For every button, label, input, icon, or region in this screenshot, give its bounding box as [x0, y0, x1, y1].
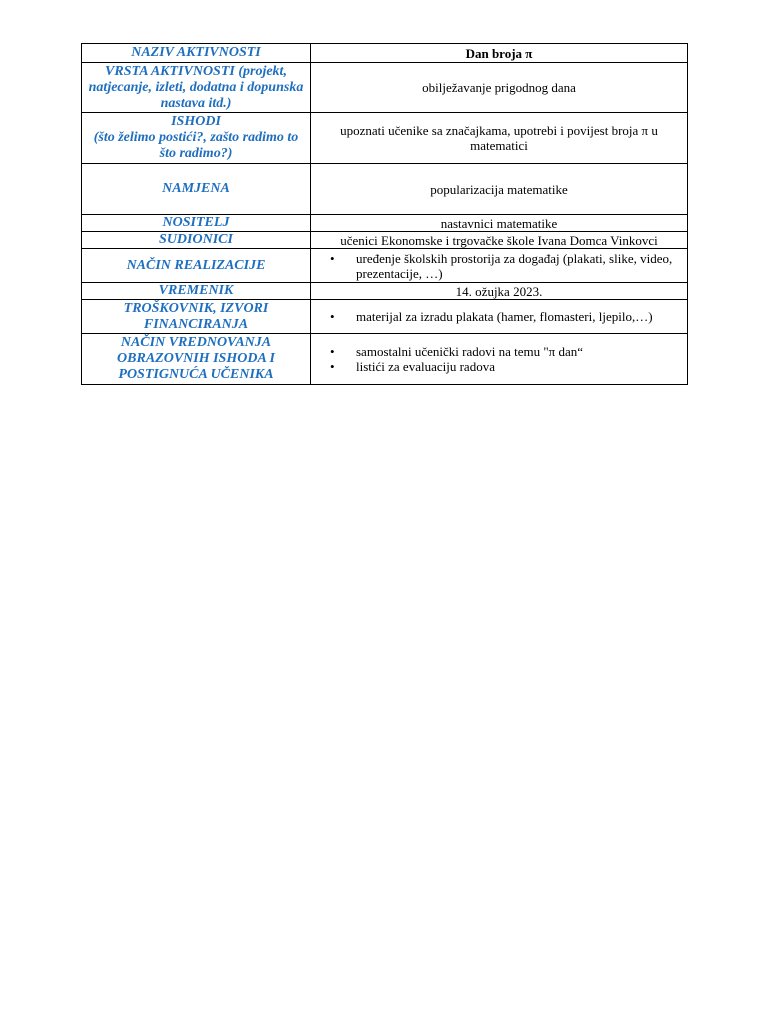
- row-label-nositelj: NOSITELJ: [82, 215, 311, 232]
- table-row: [82, 232, 688, 249]
- row-label-naziv: NAZIV AKTIVNOSTI: [82, 44, 311, 63]
- row-label-vremenik: VREMENIK: [82, 283, 311, 300]
- row-value-sudionici: učenici Ekonomske i trgovačke škole Ivana Domca Vinkovci: [311, 232, 688, 249]
- bullet-list: [314, 309, 684, 324]
- list-item: • samostalni učenički radovi na temu "π dan“: [356, 344, 684, 359]
- row-label-nacin-realizacije: NAČIN REALIZACIJE: [82, 249, 311, 283]
- row-label-ishodi-title: ISHODI: [171, 114, 221, 129]
- row-value-vrsta: obilježavanje prigodnog dana: [311, 63, 688, 113]
- table-row: [82, 44, 688, 63]
- bullet-list: [314, 251, 684, 281]
- table-row: [82, 63, 688, 113]
- activity-table: [81, 43, 688, 385]
- table-row: [82, 164, 688, 215]
- row-value-troskovnik: [311, 300, 688, 334]
- row-value-nacin-vrednovanja: [311, 334, 688, 385]
- table-row: [82, 249, 688, 283]
- table-row: [82, 334, 688, 385]
- bullet-list: [314, 344, 684, 374]
- list-item: • uređenje školskih prostorija za događaj (plakati, slike, video, prezentacije, …): [356, 251, 684, 281]
- row-label-nacin-vrednovanja: NAČIN VREDNOVANJA OBRAZOVNIH ISHODA I POSTIGNUĆA UČENIKA: [82, 334, 311, 385]
- row-label-sudionici: SUDIONICI: [82, 232, 311, 249]
- row-value-vremenik: 14. ožujka 2023.: [311, 283, 688, 300]
- row-label-troskovnik: TROŠKOVNIK, IZVORI FINANCIRANJA: [82, 300, 311, 334]
- table-row: [82, 300, 688, 334]
- row-label-namjena: NAMJENA: [82, 164, 311, 215]
- list-item: • materijal za izradu plakata (hamer, flomasteri, ljepilo,…): [356, 309, 684, 324]
- table-row: [82, 215, 688, 232]
- table-row: [82, 283, 688, 300]
- row-label-ishodi: [82, 113, 311, 164]
- row-label-ishodi-subtitle: (što želimo postići?, zašto radimo to što radimo?): [93, 130, 299, 161]
- row-value-naziv: Dan broja π: [311, 44, 688, 63]
- row-value-nositelj: nastavnici matematike: [311, 215, 688, 232]
- list-item: • listići za evaluaciju radova: [356, 359, 684, 374]
- row-value-ishodi: upoznati učenike sa značajkama, upotrebi i povijest broja π u matematici: [311, 113, 688, 164]
- row-label-vrsta: VRSTA AKTIVNOSTI (projekt, natjecanje, izleti, dodatna i dopunska nastava itd.): [82, 63, 311, 113]
- row-value-nacin-realizacije: [311, 249, 688, 283]
- table-row: [82, 113, 688, 164]
- row-value-namjena: popularizacija matematike: [311, 164, 688, 215]
